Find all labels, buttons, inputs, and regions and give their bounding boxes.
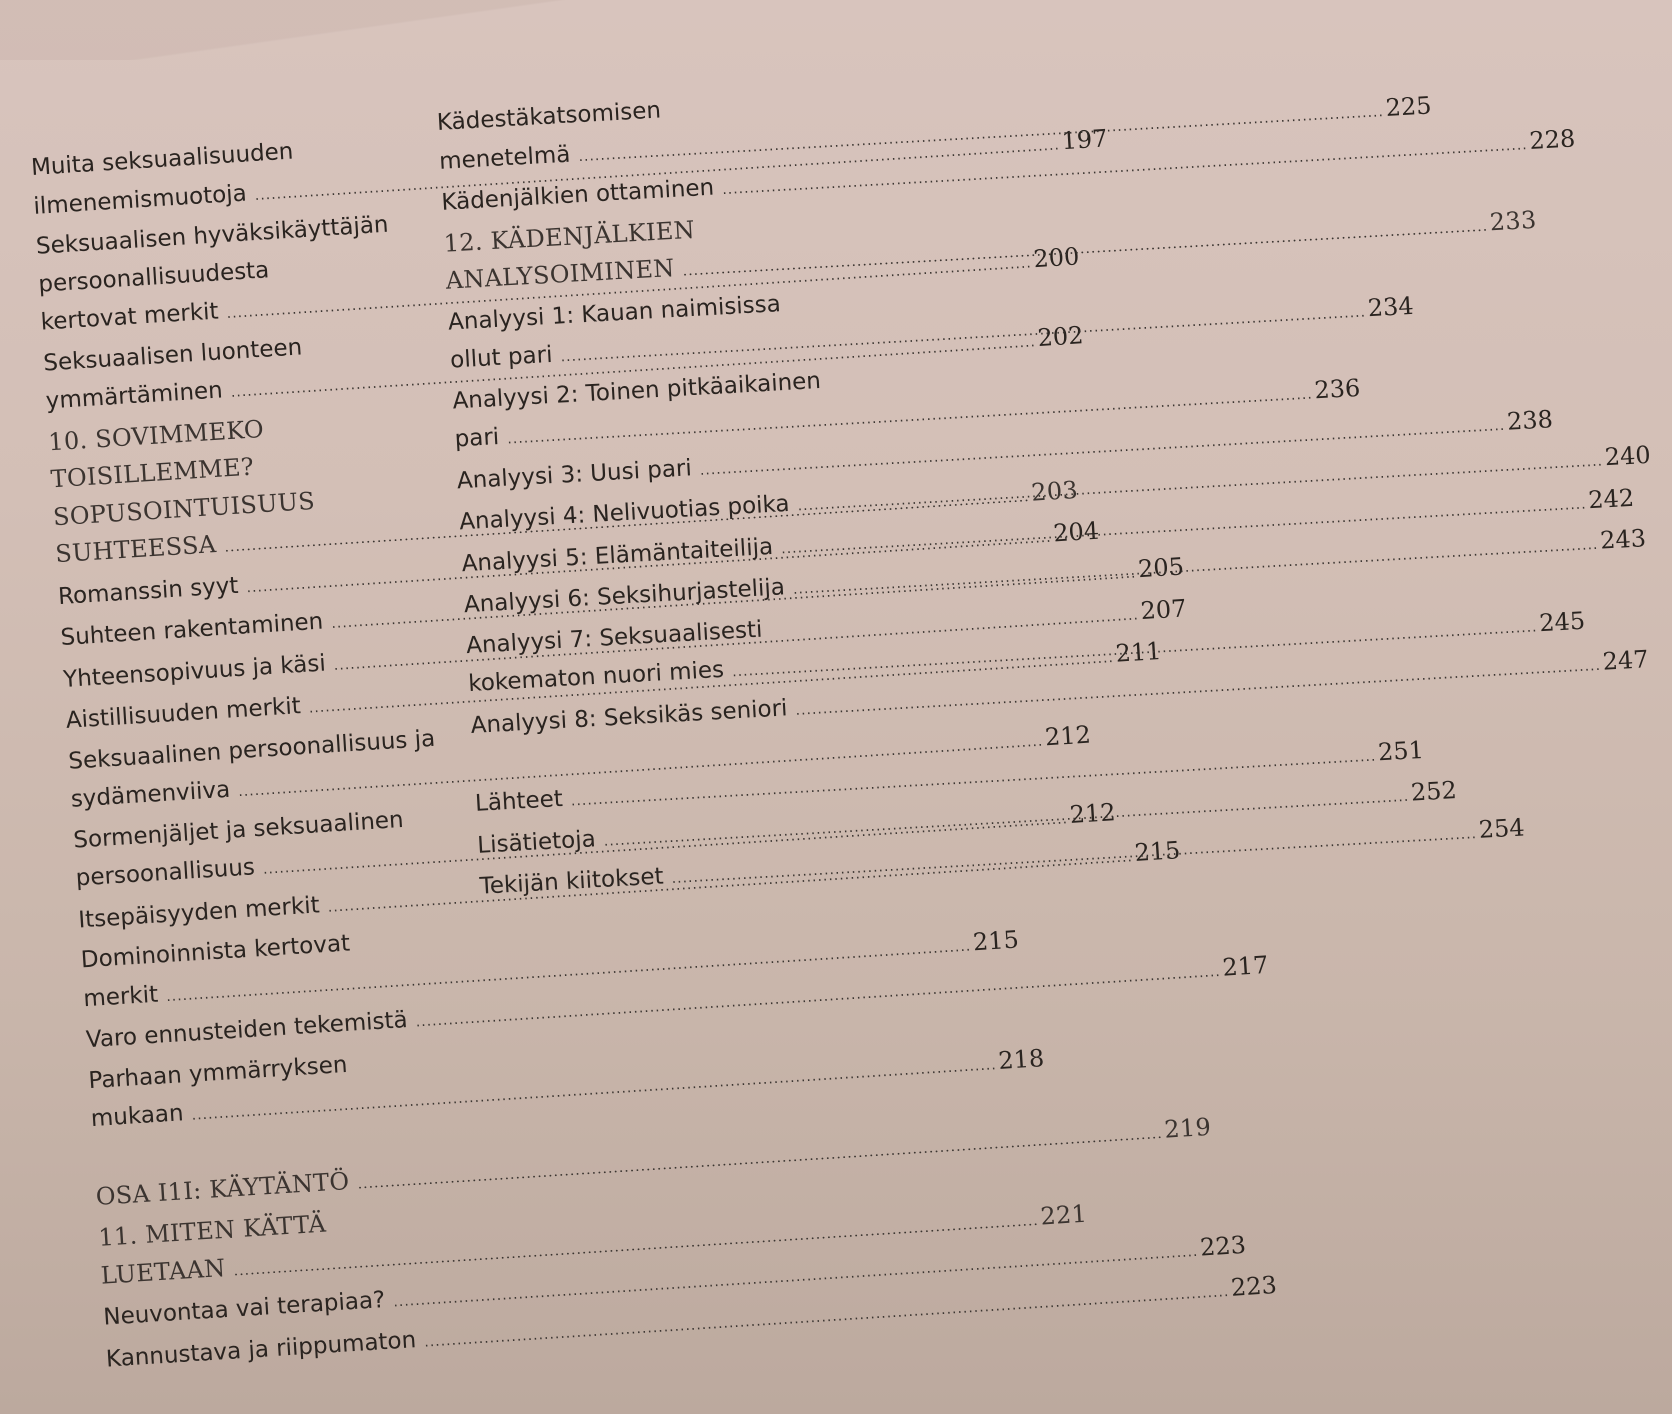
toc-entry-title: merkit bbox=[82, 981, 159, 1012]
toc-page-number: 211 bbox=[1114, 636, 1163, 668]
toc-page-number: 236 bbox=[1313, 373, 1362, 405]
toc-entry-title: Sormenjäljet ja seksuaalinen bbox=[72, 806, 405, 854]
toc-page-number: 205 bbox=[1137, 552, 1185, 584]
toc-entry-title: ilmenemismuotoja bbox=[32, 180, 248, 220]
toc-entry-title: ymmärtäminen bbox=[45, 377, 224, 415]
toc-page-number: 252 bbox=[1410, 775, 1458, 807]
toc-entry-title: Kädenjälkien ottaminen bbox=[440, 174, 715, 216]
toc-entry-title: Analyysi 1: Kauan naimisissa bbox=[447, 290, 782, 336]
toc-entry-title: Suhteen rakentaminen bbox=[59, 608, 324, 652]
toc-entry-title: persoonallisuus bbox=[75, 854, 256, 892]
toc-entry-title: Aistillisuuden merkit bbox=[65, 693, 302, 734]
toc-entry-title: Analyysi 6: Seksihurjastelija bbox=[463, 574, 786, 619]
toc-page-number: 234 bbox=[1366, 291, 1415, 323]
toc-entry-title: Seksuaalisen hyväksikäyttäjän bbox=[35, 211, 390, 260]
toc-page-number: 215 bbox=[972, 925, 1020, 956]
toc-entry-title: Seksuaalinen persoonallisuus ja bbox=[67, 725, 436, 775]
toc-entry-title: mukaan bbox=[90, 1100, 185, 1133]
toc-entry-title: Kannustava ja riippumaton bbox=[105, 1326, 417, 1373]
toc-page-number: 212 bbox=[1068, 798, 1117, 829]
toc-page-number: 202 bbox=[1036, 321, 1085, 353]
toc-page-number: 212 bbox=[1044, 720, 1092, 752]
toc-page-number: 200 bbox=[1032, 242, 1081, 274]
toc-page-number: 197 bbox=[1060, 123, 1109, 155]
toc-page-number: 254 bbox=[1477, 813, 1526, 844]
toc-entry-title: pari bbox=[453, 424, 500, 453]
toc-page-number: 238 bbox=[1506, 404, 1554, 436]
toc-page-number: 203 bbox=[1030, 475, 1079, 507]
toc-page-number: 215 bbox=[1133, 835, 1182, 867]
toc-entry-title: Muita seksuaalisuuden bbox=[30, 138, 295, 181]
toc-page-number: 218 bbox=[997, 1044, 1046, 1075]
toc-page-number: 247 bbox=[1601, 644, 1650, 676]
toc-entry-title: Lisätietoja bbox=[476, 825, 597, 859]
toc-page-number: 223 bbox=[1230, 1270, 1278, 1302]
toc-entry-title: Tekijän kiitokset bbox=[478, 863, 665, 900]
toc-entry-title: OSA I1I: KÄYTÄNTÖ bbox=[94, 1166, 351, 1211]
toc-page-number: 233 bbox=[1489, 205, 1538, 237]
toc-entry-title: LUETAAN bbox=[99, 1253, 227, 1290]
toc-page-number: 243 bbox=[1599, 524, 1647, 555]
toc-page-number: 204 bbox=[1052, 516, 1100, 547]
toc-page-number: 221 bbox=[1039, 1199, 1088, 1231]
toc-entry-title: Analyysi 3: Uusi pari bbox=[456, 454, 693, 494]
toc-page-number: 245 bbox=[1538, 606, 1586, 638]
toc-entry-title: Analyysi 7: Seksuaalisesti bbox=[465, 616, 764, 659]
toc-entry-title: Parhaan ymmärryksen bbox=[87, 1051, 349, 1094]
toc-entry-title: 12. KÄDENJÄLKIEN bbox=[442, 215, 696, 258]
toc-entry-title: menetelmä bbox=[438, 141, 572, 175]
toc-entry-title: Analyysi 2: Toinen pitkäaikainen bbox=[451, 367, 822, 415]
toc-page-number: 240 bbox=[1604, 440, 1652, 472]
toc-entry-title: Itsepäisyyden merkit bbox=[77, 891, 321, 933]
toc-entry-title: 10. SOVIMMEKO bbox=[47, 414, 265, 456]
toc-entry-title: Varo ennusteiden tekemistä bbox=[85, 1007, 409, 1054]
toc-entry-title: TOISILLEMME? bbox=[49, 452, 255, 494]
toc-page-number: 219 bbox=[1163, 1112, 1212, 1144]
toc-entry-title: Analyysi 4: Nelivuotias poika bbox=[458, 490, 791, 536]
toc-entry-title: Kädestäkatsomisen bbox=[436, 97, 662, 136]
toc-page-number: 242 bbox=[1587, 483, 1635, 514]
toc-entry-title: Neuvontaa vai terapiaa? bbox=[102, 1286, 386, 1331]
toc-page-number: 207 bbox=[1139, 593, 1188, 625]
toc-entry-title: Dominoinnista kertovat bbox=[80, 930, 351, 974]
toc-entry-title: SOPUSOINTUISUUS bbox=[52, 486, 316, 531]
toc-entry-title: sydämenviiva bbox=[70, 776, 231, 813]
toc-entry-title: persoonallisuudesta bbox=[37, 256, 270, 298]
toc-entry-title: 11. MITEN KÄTTÄ bbox=[97, 1209, 327, 1252]
toc-page-number: 251 bbox=[1377, 735, 1425, 767]
toc-entry-title: Seksuaalisen luonteen bbox=[42, 333, 303, 377]
toc-entry-title: ANALYSOIMINEN bbox=[445, 253, 676, 295]
toc-entry-title: Lähteet bbox=[474, 786, 564, 817]
toc-page-number: 223 bbox=[1199, 1230, 1247, 1262]
toc-page-number: 228 bbox=[1528, 124, 1576, 155]
toc-entry-title: Romanssin syyt bbox=[57, 572, 240, 610]
toc-entry-title: kokematon nuori mies bbox=[467, 656, 725, 698]
toc-page-number: 225 bbox=[1384, 90, 1433, 122]
toc-entry-title: Analyysi 5: Elämäntaiteilija bbox=[460, 533, 774, 577]
toc-entry-title: kertovat merkit bbox=[40, 298, 220, 336]
toc-entry-title: Analyysi 8: Seksikäs seniori bbox=[469, 694, 789, 739]
page-fold-shadow bbox=[0, 0, 960, 60]
toc-entry-title: ollut pari bbox=[449, 341, 554, 374]
toc-page-number: 217 bbox=[1221, 950, 1270, 982]
toc-entry-title: Yhteensopivuus ja käsi bbox=[62, 649, 327, 693]
toc-entry-title: SUHTEESSA bbox=[54, 530, 218, 569]
